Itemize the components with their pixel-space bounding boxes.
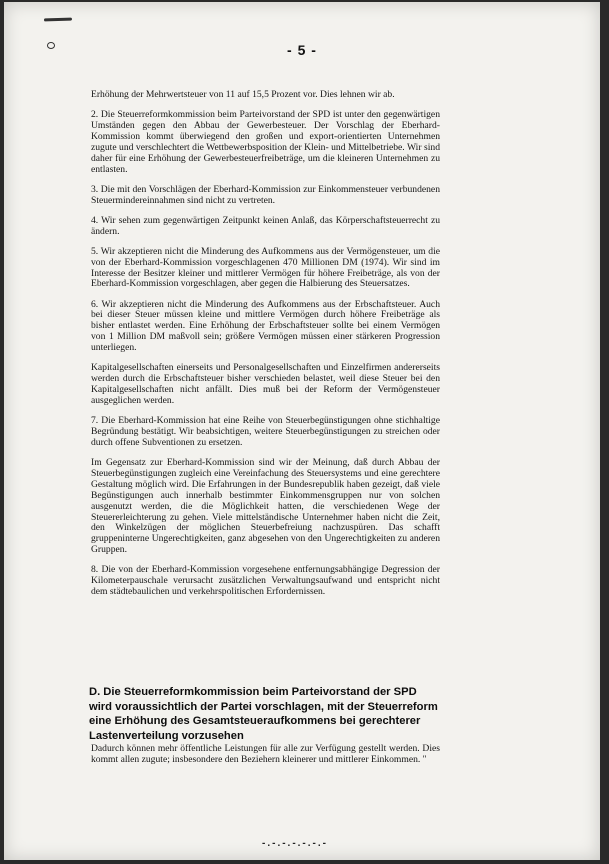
body-text bbox=[91, 90, 440, 607]
closing-paragraph: Dadurch können mehr öffentliche Leistungen für alle zur Verfügung gestellt werden. Dies kommt allen zugute; insbesondere den Beziehern kleinerer und mittlerer Einkommen. " bbox=[91, 743, 440, 765]
ink-mark bbox=[44, 18, 72, 22]
paragraph: 5. Wir akzeptieren nicht die Minderung des Aufkommens aus der Vermögensteuer, um die von der Eberhard-Kommission vorgeschlagenen 470 Millionen DM (1974). Wir sind im Interesse der Besitzer kleiner und mittlerer Vermögen für höhere Freibeträge, als von der Eberhard-Kommission vorgeschlagen, aber gegen die Halbierung des Steuersatzes. bbox=[91, 245, 440, 290]
paragraph: 8. Die von der Eberhard-Kommission vorgesehene entfernungsabhängige Degression der Kilometerpauschale verursacht zusätzlichen Verwaltungsaufwand und entspricht nicht dem städtebaulichen und verkehrspolitischen Erfordernissen. bbox=[91, 564, 440, 598]
paragraph: Erhöhung der Mehrwertsteuer von 11 auf 15,5 Prozent vor. Dies lehnen wir ab. bbox=[91, 89, 395, 100]
paragraph: 7. Die Eberhard-Kommission hat eine Reihe von Steuerbegünstigungen ohne stichhaltige Begründung bestätigt. Wir beabsichtigen, weitere Steuerbegünstigungen zu streichen oder durch offene Subventionen zu ersetzen. bbox=[91, 415, 440, 448]
page-number: - 5 - bbox=[287, 42, 317, 58]
paragraph: 4. Wir sehen zum gegenwärtigen Zeitpunkt keinen Anlaß, das Körperschaftsteuerrecht zu ändern. bbox=[91, 214, 440, 237]
paragraph: Kapitalgesellschaften einerseits und Personalgesellschaften und Einzelfirmen andererseits werden durch die Erbschaftsteuer bisher verschieden belastet, weil diese Steuer bei den Kapitalgesellschaften nicht anfällt. Dies muß bei der Reform der Vermögensteuer ausgeglichen werden. bbox=[91, 362, 440, 406]
section-heading: D. Die Steuerreformkommission beim Parteivorstand der SPD wird voraussichtlich der Partei vorschlagen, mit der Steuerreform eine Erhöhung des Gesamtsteueraufkommens bei gerechterer Lastenverteilung vorzusehen bbox=[89, 686, 438, 742]
paragraph: 2. Die Steuerreformkommission beim Parteivorstand der SPD ist unter den gegenwärtigen Umständen gegen den Abbau der Gewerbesteuer. Der Vorschlag der Eberhard-Kommission kommt überwiegend den großen und export-orientierten Unternehmen zugute und verschlechtert die Wettbewerbsposition der Klein- und Mittelbetriebe. Wir sind daher für eine Erhöhung der Gewerbesteuerfreibeträge, um die kleineren Unternehmen zu entlasten. bbox=[91, 109, 440, 175]
paragraph: 6. Wir akzeptieren nicht die Minderung des Aufkommens aus der Erbschaftsteuer. Auch bei dieser Steuer müssen kleine und mittlere Vermögen durch höhere Freibeträge als bisher entlastet werden. Eine Erhöhung der Erbschaftsteuer sollte bei einem Vermögen von 1 Million DM maßvoll sein; größere Vermögen müssen einer stärkeren Progression unterliegen. bbox=[91, 298, 440, 354]
paragraph: Im Gegensatz zur Eberhard-Kommission sind wir der Meinung, daß durch Abbau der Steuerbegünstigungen zugleich eine Vereinfachung des Steuersystems und eine gerechtere Gestaltung möglich wird. Die Erfahrungen in der Bundesrepublik haben gezeigt, daß viele Begünstigungen auch innerhalb bestimmter Einkommensgruppen nur von solchen ausgenutzt werden, die die Möglichkeit hatten, die verschiedenen Wege der Steuererleichterung zu gehen. Viele mittelständische Unternehmer haben nicht die Zeit, den Winkelzügen der möglichen Steuerbefreiung nachzuspüren. Das schafft gruppeninterne Ungerechtigkeiten, ganz abgesehen von den Ungerechtigkeiten zu anderen Gruppen. bbox=[91, 456, 440, 556]
end-marker: -.-.-.-.-.-.- bbox=[262, 838, 328, 849]
paragraph: 3. Die mit den Vorschlägen der Eberhard-Kommission zur Einkommensteuer verbundenen Steuermindereinnahmen sind nicht zu vertreten. bbox=[91, 183, 440, 206]
document-page bbox=[4, 2, 600, 860]
